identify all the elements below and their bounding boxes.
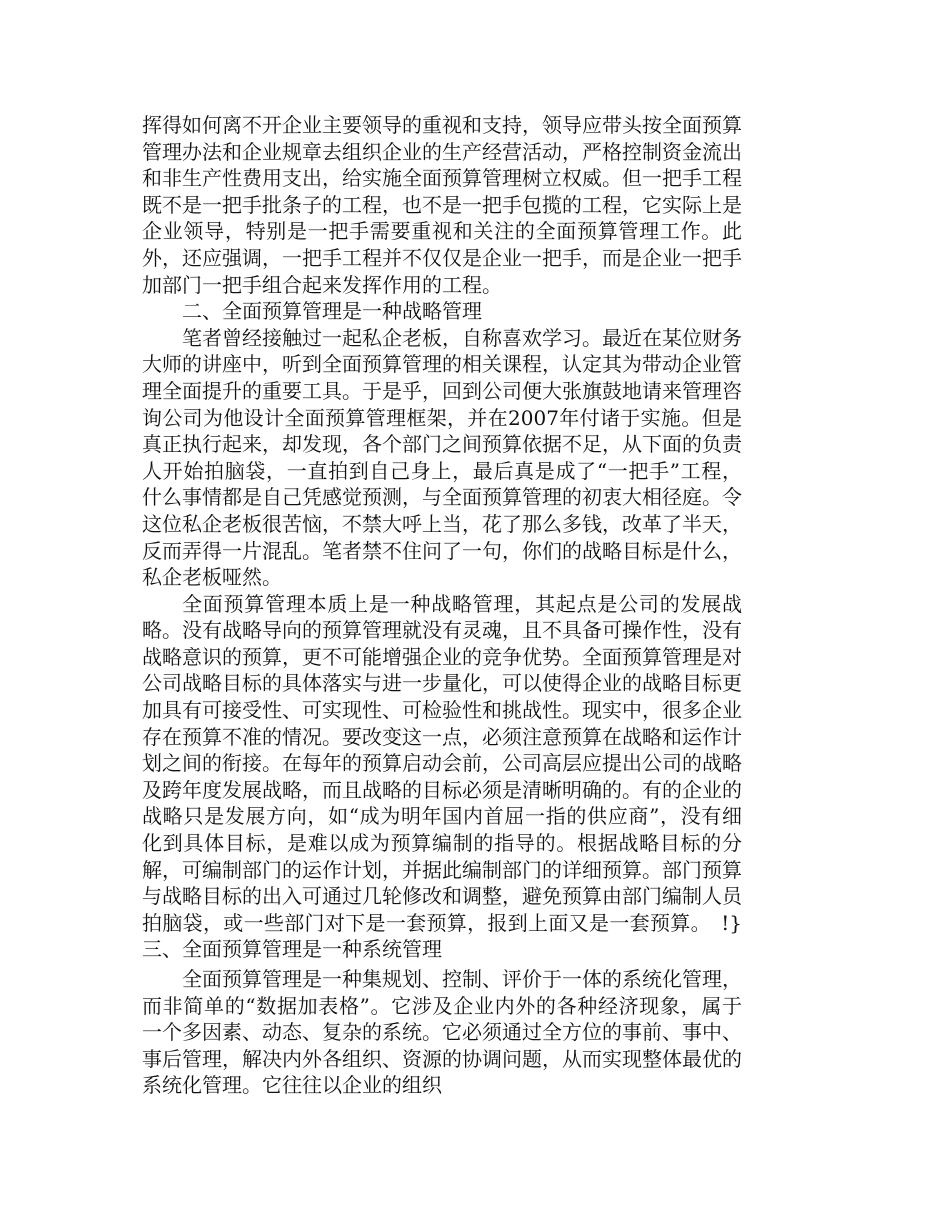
- document-page: [142, 112, 742, 1099]
- paragraph-private-owner-story: 笔者曾经接触过一起私企老板，自称喜欢学习。最近在某位财务大师的讲座中，听到全面预算管理的相关课程，认定其为带动企业管理全面提升的重要工具。于是乎，回到公司便大张旗鼓地请来管理咨询公司为他设计全面预算管理框架，并在2007年付诸于实施。但是真正执行起来，却发现，各个部门之间预算依据不足，从下面的负责人开始拍脑袋，一直拍到自己身上，最后真是成了“一把手”工程，什么事情都是自己凭感觉预测，与全面预算管理的初衷大相径庭。令这位私企老板很苦恼，不禁大呼上当，花了那么多钱，改革了半天，反而弄得一片混乱。笔者禁不住问了一句，你们的战略目标是什么，私企老板哑然。: [142, 325, 742, 590]
- paragraph-strategy-essence: 全面预算管理本质上是一种战略管理，其起点是公司的发展战略。没有战略导向的预算管理就没有灵魂，且不具备可操作性，没有战略意识的预算，更不可能增强企业的竞争优势。全面预算管理是对公司战略目标的具体落实与进一步量化，可以使得企业的战略目标更加具有可接受性、可实现性、可检验性和挑战性。现实中，很多企业存在预算不准的情况。要改变这一点，必须注意预算在战略和运作计划之间的衔接。在每年的预算启动会前，公司高层应提出公司的战略及跨年度发展战略，而且战略的目标必须是清晰明确的。有的企业的战略只是发展方向，如“成为明年国内首屈一指的供应商”，没有细化到具体目标，是难以成为预算编制的指导的。根据战略目标的分解，可编制部门的运作计划，并据此编制部门的详细预算。部门预算与战略目标的出入可通过几轮修改和调整，避免预算由部门编制人员拍脑袋，或一些部门对下是一套预算，报到上面又是一套预算。 !}三、全面预算管理是一种系统管理: [142, 591, 742, 962]
- section-heading-strategic-management: 二、全面预算管理是一种战略管理: [182, 299, 482, 324]
- paragraph-leadership: 挥得如何离不开企业主要领导的重视和支持，领导应带头按全面预算管理办法和企业规章去组织企业的生产经营活动，严格控制资金流出和非生产性费用支出，给实施全面预算管理树立权威。但一把手工程既不是一把手批条子的工程，也不是一把手包揽的工程，它实际上是企业领导，特别是一把手需要重视和关注的全面预算管理工作。此外，还应强调，一把手工程并不仅仅是企业一把手，而是企业一把手加部门一把手组合起来发挥作用的工程。: [142, 113, 742, 297]
- paragraph-system-management: 全面预算管理是一种集规划、控制、评价于一体的系统化管理，而非简单的“数据加表格”。它涉及企业内外的各种经济现象，属于一个多因素、动态、复杂的系统。它必须通过全方位的事前、事中、事后管理，解决内外各组织、资源的协调问题，从而实现整体最优的系统化管理。它往往以企业的组织: [142, 967, 742, 1098]
